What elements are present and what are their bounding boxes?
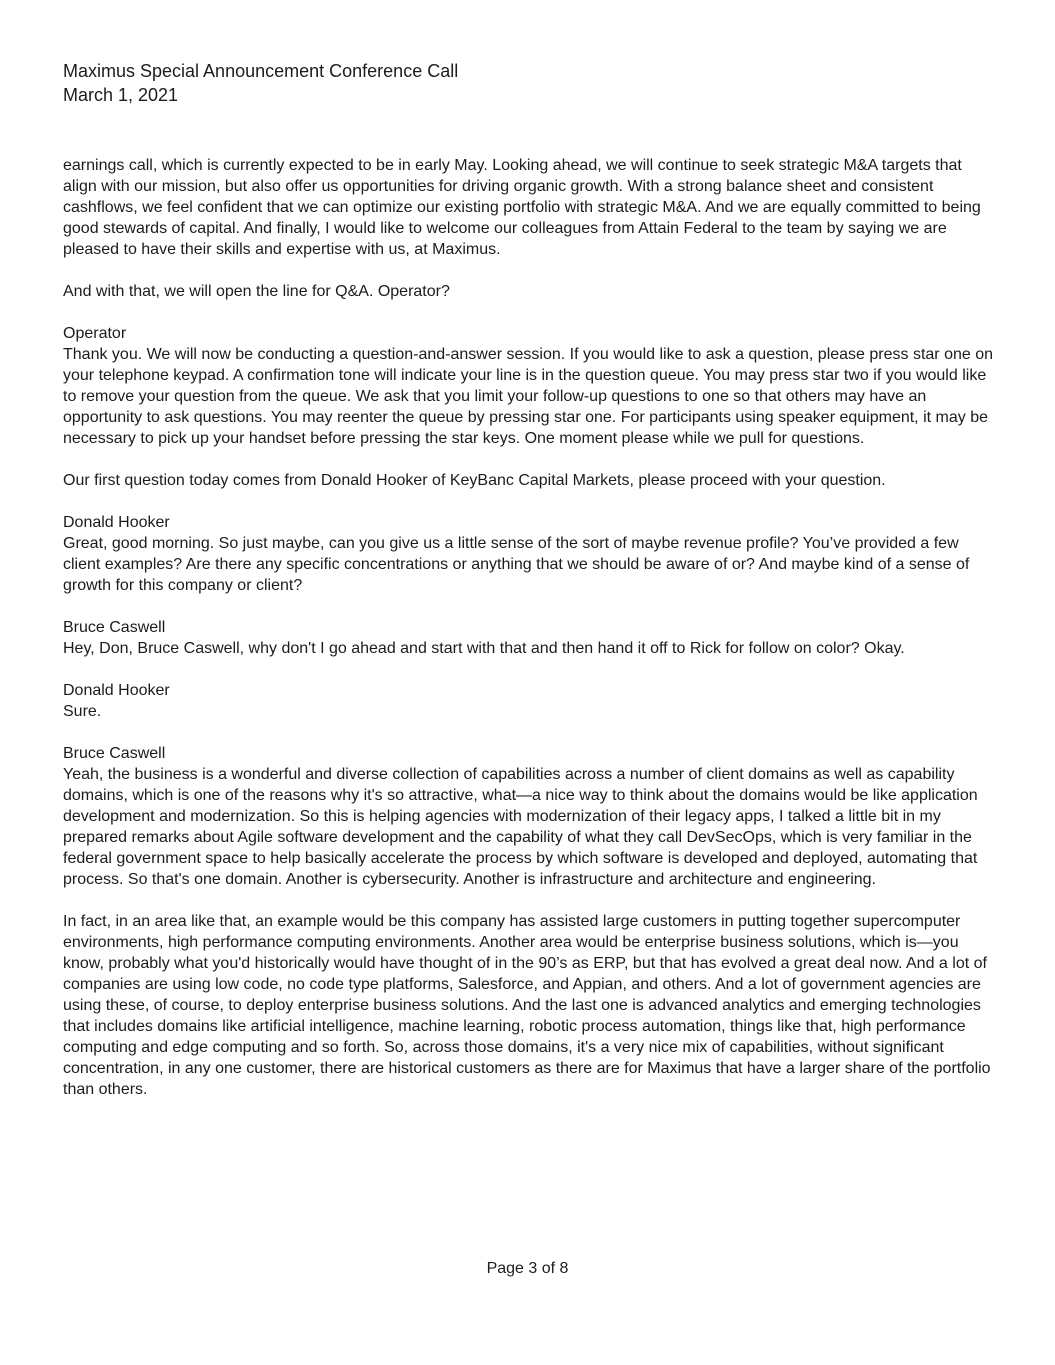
document-header (63, 59, 994, 107)
speaker-name: Bruce Caswell (63, 619, 166, 636)
transcript-block (63, 911, 994, 1100)
document-date: March 1, 2021 (63, 85, 179, 105)
transcript-body (63, 155, 994, 1100)
transcript-block (63, 743, 994, 890)
transcript-block (63, 323, 994, 449)
paragraph-text: Yeah, the business is a wonderful and diverse collection of capabilities across a number of client domains as well as capability domains, which is one of the reasons why it's so attractive, what—a nice way to think about the domains would be like application development and modernization. So this is helping agencies with modernization of their legacy apps, I talked a little bit in my prepared remarks about Agile software development and the capability of what they call DevSecOps, which is very familiar in the federal government space to help basically accelerate the process by which software is developed and deployed, automating that process. So that's one domain. Another is cybersecurity. Another is infrastructure and architecture and engineering. (63, 766, 978, 888)
page-number: Page 3 of 8 (486, 1260, 569, 1277)
document-title: Maximus Special Announcement Conference Call (63, 61, 459, 81)
paragraph-text: Thank you. We will now be conducting a question-and-answer session. If you would like to ask a question, please press star one on your telephone keypad. A confirmation tone will indicate your line is in the question queue. You may press star two if you would like to remove your question from the queue. We ask that you limit your follow-up questions to one so that others may have an opportunity to ask questions. You may reenter the queue by pressing star one. For participants using speaker equipment, it may be necessary to pick up your handset before pressing the star keys. One moment please while we pull for questions. (63, 346, 994, 447)
paragraph-text: Sure. (63, 703, 102, 720)
paragraph-text: Our first question today comes from Donald Hooker of KeyBanc Capital Markets, please proceed with your question. (63, 472, 886, 489)
paragraph-text: earnings call, which is currently expected to be in early May. Looking ahead, we will continue to seek strategic M&A targets that align with our mission, but also offer us opportunities for driving organic growth. With a strong balance sheet and consistent cashflows, we feel confident that we can optimize our existing portfolio with strategic M&A. And we are equally committed to being good stewards of capital. And finally, I would like to welcome our colleagues from Attain Federal to the team by saying we are pleased to have their skills and expertise with us, at Maximus. (63, 157, 981, 258)
transcript-block (63, 155, 994, 260)
transcript-block (63, 617, 994, 659)
paragraph-text: And with that, we will open the line for Q&A. Operator? (63, 283, 450, 300)
paragraph-text: Hey, Don, Bruce Caswell, why don't I go ahead and start with that and then hand it off to Rick for follow on color? Okay. (63, 640, 905, 657)
speaker-name: Operator (63, 325, 127, 342)
transcript-block (63, 680, 994, 722)
paragraph-text: In fact, in an area like that, an example would be this company has assisted large customers in putting together supercomputer environments, high performance computing environments. Another area would be enterprise business solutions, which is—you know, probably what you'd historically would have thought of in the 90’s as ERP, but that has evolved a great deal now. And a lot of companies are using low code, no code type platforms, Salesforce, and Appian, and others. And a lot of government agencies are using these, of course, to deploy enterprise business solutions. And the last one is advanced analytics and emerging technologies that includes domains like artificial intelligence, machine learning, robotic process automation, things like that, high performance computing and edge computing and so forth. So, across those domains, it's a very nice mix of capabilities, without significant concentration, in any one customer, there are historical customers as there are for Maximus that have a larger share of the portfolio than others. (63, 913, 991, 1098)
transcript-block (63, 281, 994, 302)
speaker-name: Donald Hooker (63, 682, 170, 699)
transcript-block (63, 470, 994, 491)
speaker-name: Bruce Caswell (63, 745, 166, 762)
transcript-block (63, 512, 994, 596)
page-footer (0, 1258, 1055, 1279)
paragraph-text: Great, good morning. So just maybe, can you give us a little sense of the sort of maybe revenue profile? You’ve provided a few client examples? Are there any specific concentrations or anything that we should be aware of or? And maybe kind of a sense of growth for this company or client? (63, 535, 970, 594)
speaker-name: Donald Hooker (63, 514, 170, 531)
